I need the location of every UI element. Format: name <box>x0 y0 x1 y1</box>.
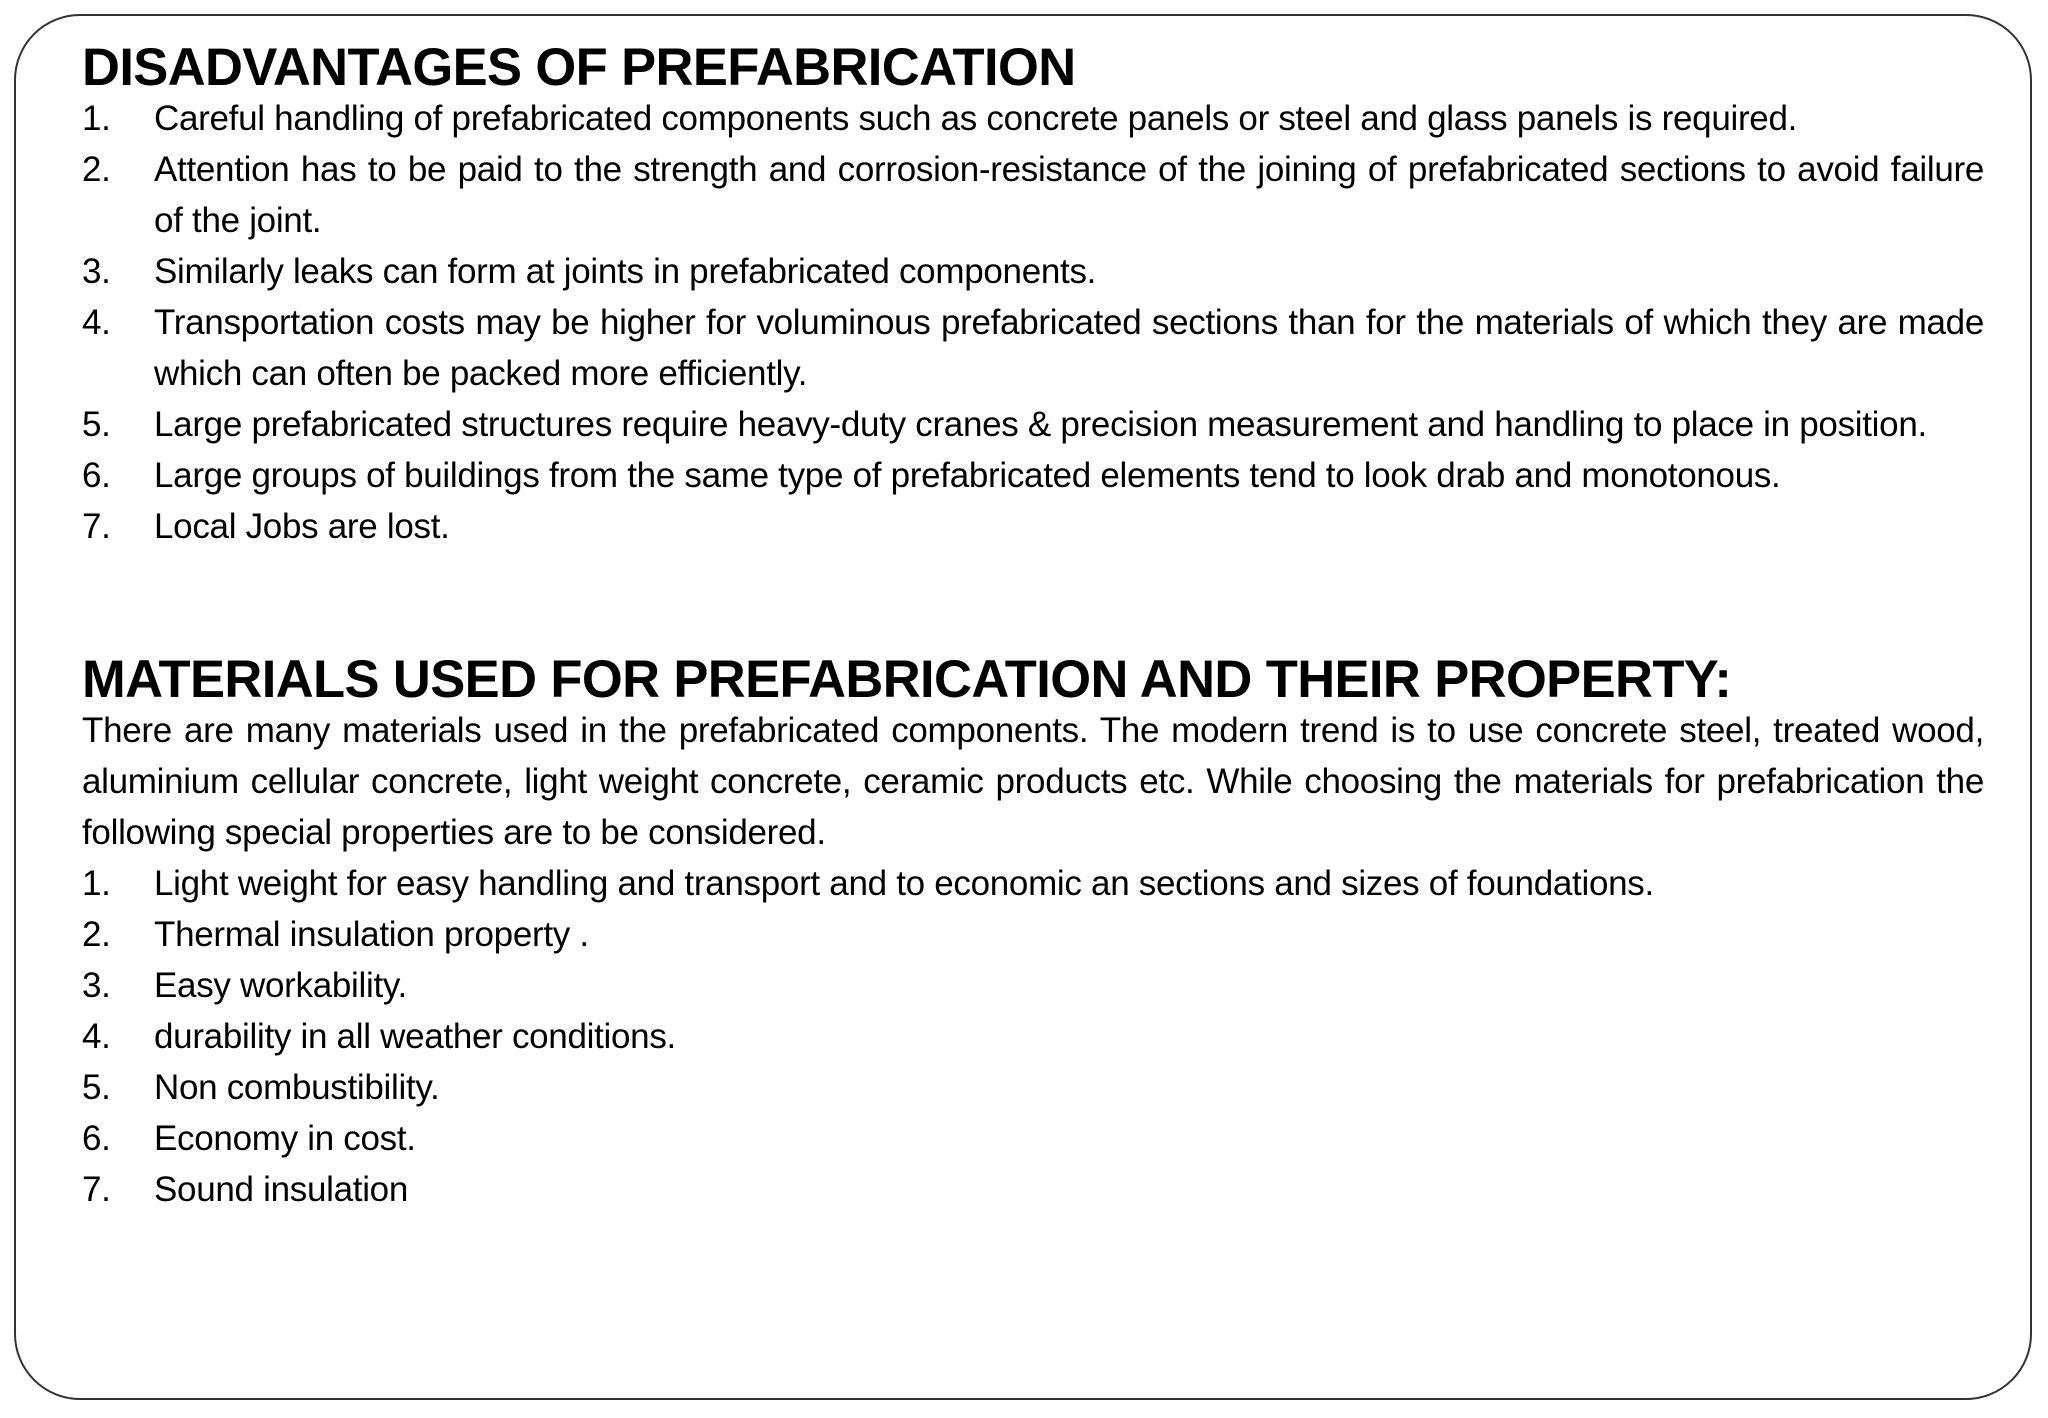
item-number: 6. <box>82 1119 111 1158</box>
item-text: Similarly leaks can form at joints in prefabricated components. <box>154 252 1097 291</box>
disadvantages-heading: DISADVANTAGES OF PREFABRICATION <box>82 38 1076 97</box>
list-item <box>82 501 1984 552</box>
list-item <box>82 297 1984 399</box>
list-item <box>82 144 1984 246</box>
item-number: 3. <box>82 252 111 291</box>
item-number: 2. <box>82 915 111 954</box>
item-text: Light weight for easy handling and transport and to economic an sections and sizes of foundations. <box>154 864 1654 903</box>
item-text: Large groups of buildings from the same type of prefabricated elements tend to look drab and monotonous. <box>154 456 1781 495</box>
item-number: 1. <box>82 864 111 903</box>
item-text: Non combustibility. <box>154 1068 440 1107</box>
item-text: Transportation costs may be higher for voluminous prefabricated sections than for the materials of which they are made which can often be packed more efficiently. <box>154 303 1984 393</box>
list-item <box>82 246 1984 297</box>
item-number: 1. <box>82 99 111 138</box>
materials-heading: MATERIALS USED FOR PREFABRICATION AND THEIR PROPERTY: <box>82 650 1732 709</box>
materials-list <box>82 858 1984 1215</box>
item-number: 5. <box>82 405 111 444</box>
materials-intro: There are many materials used in the prefabricated components. The modern trend is to use concrete steel, treated wood, aluminium cellular concrete, light weight concrete, ceramic products etc. While choosing the materials for prefabrication the following special properties are to be considered. <box>82 711 1984 852</box>
list-item <box>82 858 1984 909</box>
list-item <box>82 1062 1984 1113</box>
materials-section <box>82 650 1984 1215</box>
list-item <box>82 1164 1984 1215</box>
list-item <box>82 909 1984 960</box>
item-number: 7. <box>82 507 111 546</box>
item-number: 5. <box>82 1068 111 1107</box>
item-text: Easy workability. <box>154 966 407 1005</box>
item-text: Local Jobs are lost. <box>154 507 450 546</box>
slide-content <box>82 38 1984 1215</box>
item-number: 7. <box>82 1170 111 1209</box>
item-text: Large prefabricated structures require heavy-duty cranes & precision measurement and handling to place in position. <box>154 405 1927 444</box>
disadvantages-list <box>82 93 1984 552</box>
item-number: 2. <box>82 150 111 189</box>
item-number: 4. <box>82 1017 111 1056</box>
item-text: Thermal insulation property . <box>154 915 589 954</box>
item-number: 4. <box>82 303 111 342</box>
list-item <box>82 1113 1984 1164</box>
item-number: 6. <box>82 456 111 495</box>
item-text: Sound insulation <box>154 1170 409 1209</box>
list-item <box>82 399 1984 450</box>
list-item <box>82 960 1984 1011</box>
list-item <box>82 450 1984 501</box>
item-text: durability in all weather conditions. <box>154 1017 676 1056</box>
disadvantages-section <box>82 38 1984 552</box>
list-item <box>82 93 1984 144</box>
item-text: Attention has to be paid to the strength and corrosion-resistance of the joining of prefabricated sections to avoid failure of the joint. <box>154 150 1984 240</box>
item-number: 3. <box>82 966 111 1005</box>
item-text: Careful handling of prefabricated components such as concrete panels or steel and glass panels is required. <box>154 99 1798 138</box>
item-text: Economy in cost. <box>154 1119 416 1158</box>
list-item <box>82 1011 1984 1062</box>
